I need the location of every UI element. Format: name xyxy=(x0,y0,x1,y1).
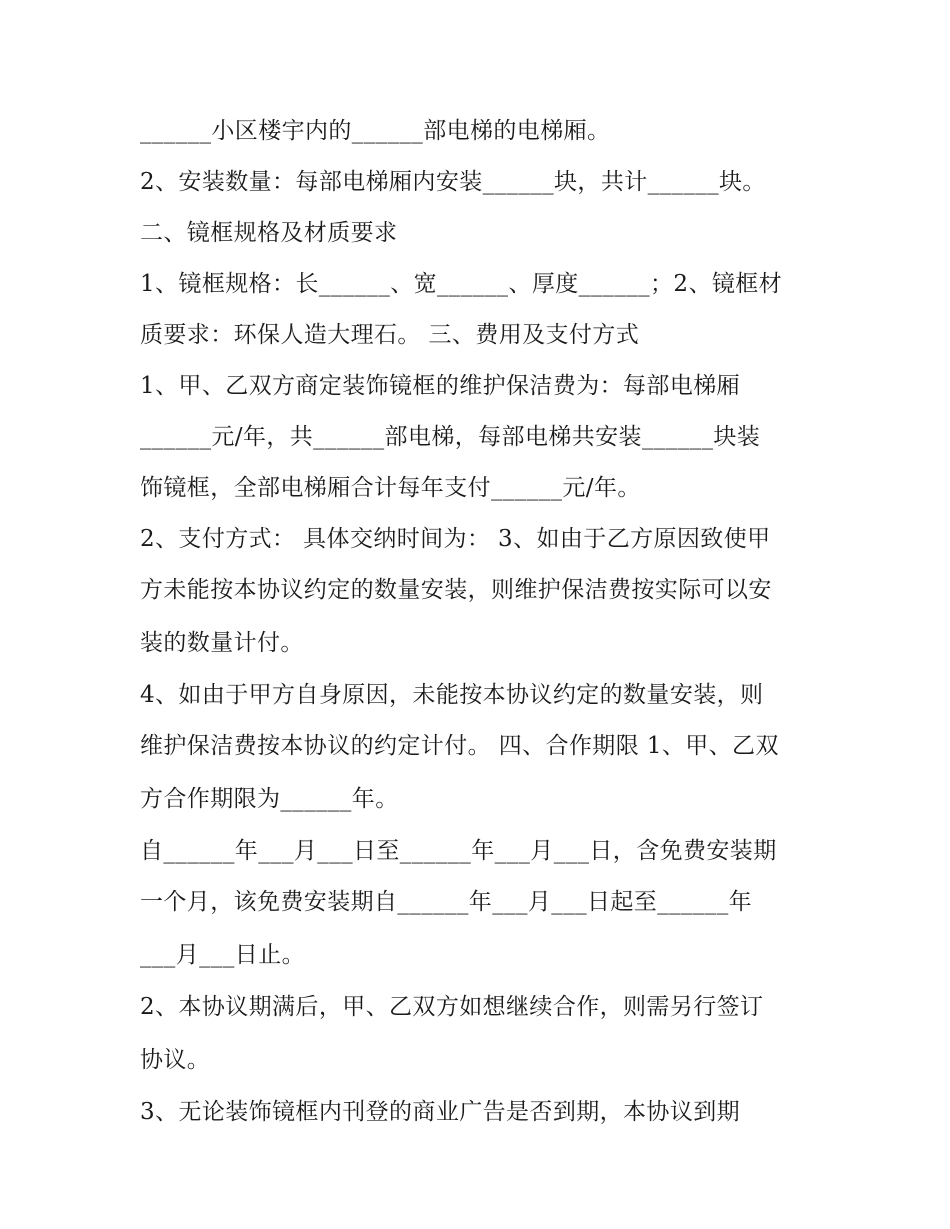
text-line: ______元/年，共______部电梯，每部电梯共安装______块装 xyxy=(140,424,761,450)
text-line: 2、安装数量：每部电梯厢内安装______块，共计______块。 xyxy=(140,169,766,195)
text-line: 4、如由于甲方自身原因，未能按本协议约定的数量安装，则 xyxy=(140,682,764,708)
text-line: 2、本协议期满后，甲、乙双方如想继续合作，则需另行签订 xyxy=(140,994,764,1020)
text-line: 方未能按本协议约定的数量安装，则维护保洁费按实际可以安 xyxy=(140,577,772,603)
text-line: 1、镜框规格：长______、宽______、厚度______；2、镜框材 xyxy=(140,271,783,297)
text-line: 饰镜框，全部电梯厢合计每年支付______元/年。 xyxy=(140,475,641,501)
text-line: 质要求：环保人造大理石。 三、费用及支付方式 xyxy=(140,322,640,348)
text-line: 2、支付方式： 具体交纳时间为： 3、如由于乙方原因致使甲 xyxy=(140,526,771,552)
text-line: 1、甲、乙双方商定装饰镜框的维护保洁费为：每部电梯厢 xyxy=(140,373,741,399)
text-line: 方合作期限为______年。 xyxy=(140,786,399,812)
section-heading: 二、镜框规格及材质要求 xyxy=(140,220,398,246)
text-line: 装的数量计付。 xyxy=(140,630,304,656)
text-line: 协议。 xyxy=(140,1047,211,1073)
text-line: ___月___日止。 xyxy=(140,942,305,968)
document-body xyxy=(140,106,830,1138)
text-line: 维护保洁费按本协议的约定计付。 四、合作期限 1、甲、乙双 xyxy=(140,733,779,759)
text-line: ______小区楼宇内的______部电梯的电梯厢。 xyxy=(140,118,611,144)
text-line: 3、无论装饰镜框内刊登的商业广告是否到期，本协议到期 xyxy=(140,1099,741,1125)
text-line: 自______年___月___日至______年___月___日，含免费安装期 xyxy=(140,838,777,864)
text-line: 一个月，该免费安装期自______年___月___日起至______年 xyxy=(140,889,752,915)
